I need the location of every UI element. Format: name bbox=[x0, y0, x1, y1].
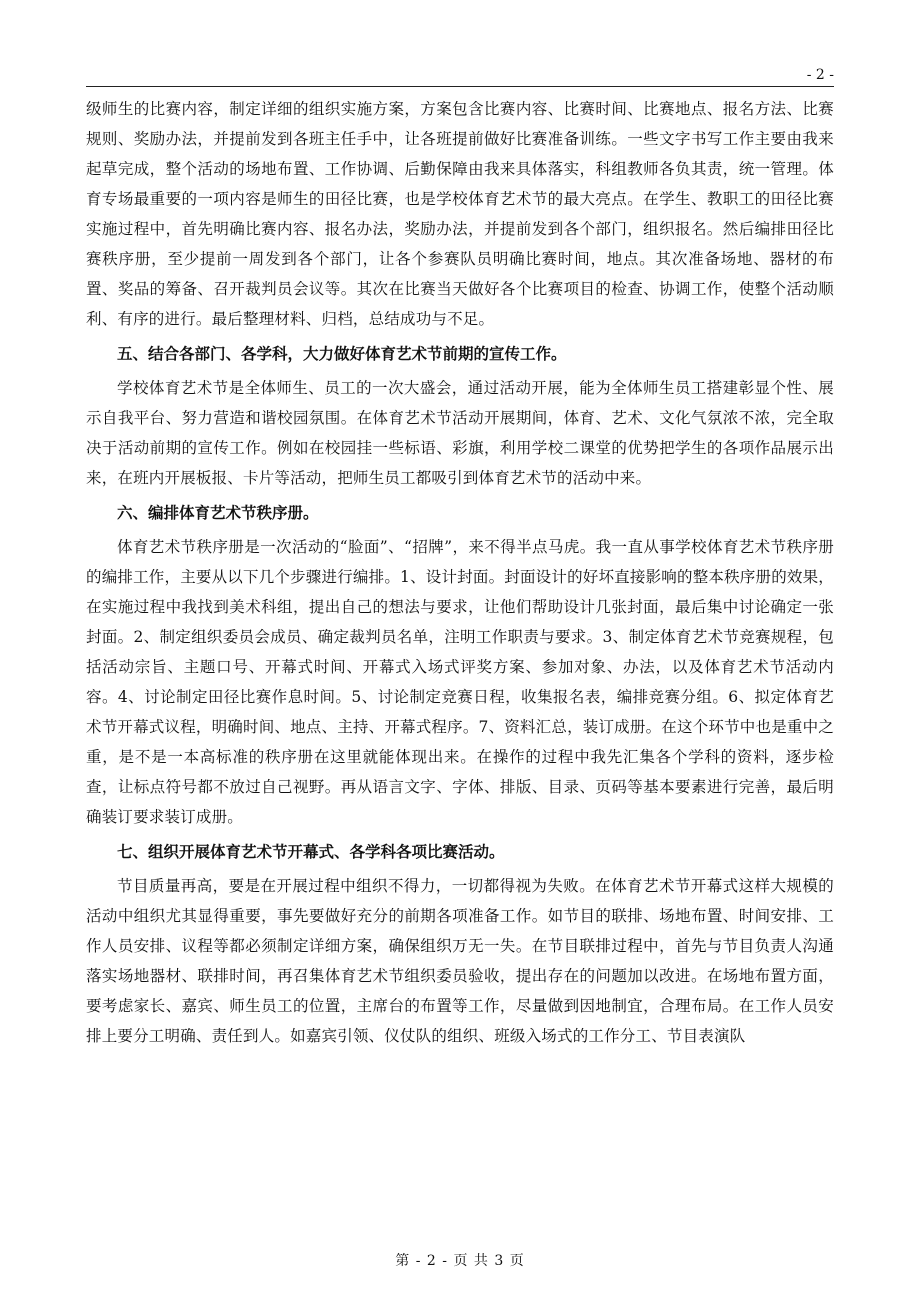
section-heading-6: 六、编排体育艺术节秩序册。 bbox=[117, 503, 319, 522]
section-heading-7: 七、组织开展体育艺术节开幕式、各学科各项比赛活动。 bbox=[117, 842, 505, 861]
paragraph-publicity: 学校体育艺术节是全体师生、员工的一次大盛会，通过活动开展，能为全体师生员工搭建彰显个性、展示自我平台、努力营造和谐校园氛围。在体育艺术节活动开展期间，体育、艺术、文化气氛浓不浓，完全取决于活动前期的宣传工作。例如在校园挂一些标语、彩旗，利用学校二课堂的优势把学生的各项作品展示出来，在班内开展板报、卡片等活动，把师生员工都吸引到体育艺术节的活动中来。 bbox=[86, 379, 834, 487]
paragraph-continuation: 级师生的比赛内容，制定详细的组织实施方案，方案包含比赛内容、比赛时间、比赛地点、报名方法、比赛规则、奖励办法，并提前发到各班主任手中，让各班提前做好比赛准备训练。一些文字书写工作主要由我来起草完成，整个活动的场地布置、工作协调、后勤保障由我来具体落实，科组教师各负其责，统一管理。体育专场最重要的一项内容是师生的田径比赛，也是学校体育艺术节的最大亮点。在学生、教职工的田径比赛实施过程中，首先明确比赛内容、报名办法，奖励办法，并提前发到各个部门，组织报名。然后编排田径比赛秩序册，至少提前一周发到各个部门，让各个参赛队员明确比赛时间，地点。其次准备场地、器材的布置、奖品的筹备、召开裁判员会议等。其次在比赛当天做好各个比赛项目的检查、协调工作，使整个活动顺利、有序的进行。最后整理材料、归档，总结成功与不足。 bbox=[86, 100, 834, 328]
header-rule bbox=[86, 86, 834, 87]
section-heading-5: 五、结合各部门、各学科，大力做好体育艺术节前期的宣传工作。 bbox=[117, 344, 567, 363]
header-page-number: - 2 - bbox=[806, 67, 834, 83]
footer-page-indicator: 第 - 2 - 页 共 3 页 bbox=[395, 1253, 525, 1269]
paragraph-program-booklet: 体育艺术节秩序册是一次活动的“脸面”、“招牌”，来不得半点马虎。我一直从事学校体育艺术节秩序册的编排工作，主要从以下几个步骤进行编排。1、设计封面。封面设计的好坏直接影响的整本秩序册的效果，在实施过程中我找到美术科组，提出自己的想法与要求，让他们帮助设计几张封面，最后集中讨论确定一张封面。2、制定组织委员会成员、确定裁判员名单，注明工作职责与要求。3、制定体育艺术节竞赛规程，包括活动宗旨、主题口号、开幕式时间、开幕式入场式评奖方案、参加对象、办法，以及体育艺术节活动内容。4、讨论制定田径比赛作息时间。5、讨论制定竞赛日程，收集报名表，编排竞赛分组。6、拟定体育艺术节开幕式议程，明确时间、地点、主持、开幕式程序。7、资料汇总，装订成册。在这个环节中也是重中之重，是不是一本高标准的秩序册在这里就能体现出来。在操作的过程中我先汇集各个学科的资料，逐步检查，让标点符号都不放过自己视野。再从语言文字、字体、排版、目录、页码等基本要素进行完善，最后明确装订要求装订成册。 bbox=[86, 538, 834, 826]
paragraph-opening-ceremony: 节目质量再高，要是在开展过程中组织不得力，一切都得视为失败。在体育艺术节开幕式这样大规模的活动中组织尤其显得重要，事先要做好充分的前期各项准备工作。如节目的联排、场地布置、时间安排、工作人员安排、议程等都必须制定详细方案，确保组织万无一失。在节目联排过程中，首先与节目负责人沟通落实场地器材、联排时间，再召集体育艺术节组织委员验收，提出存在的问题加以改进。在场地布置方面，要考虑家长、嘉宾、师生员工的位置，主席台的布置等工作，尽量做到因地制宜，合理布局。在工作人员安排上要分工明确、责任到人。如嘉宾引领、仪仗队的组织、班级入场式的工作分工、节目表演队 bbox=[86, 877, 834, 1045]
document-body bbox=[86, 94, 834, 1051]
